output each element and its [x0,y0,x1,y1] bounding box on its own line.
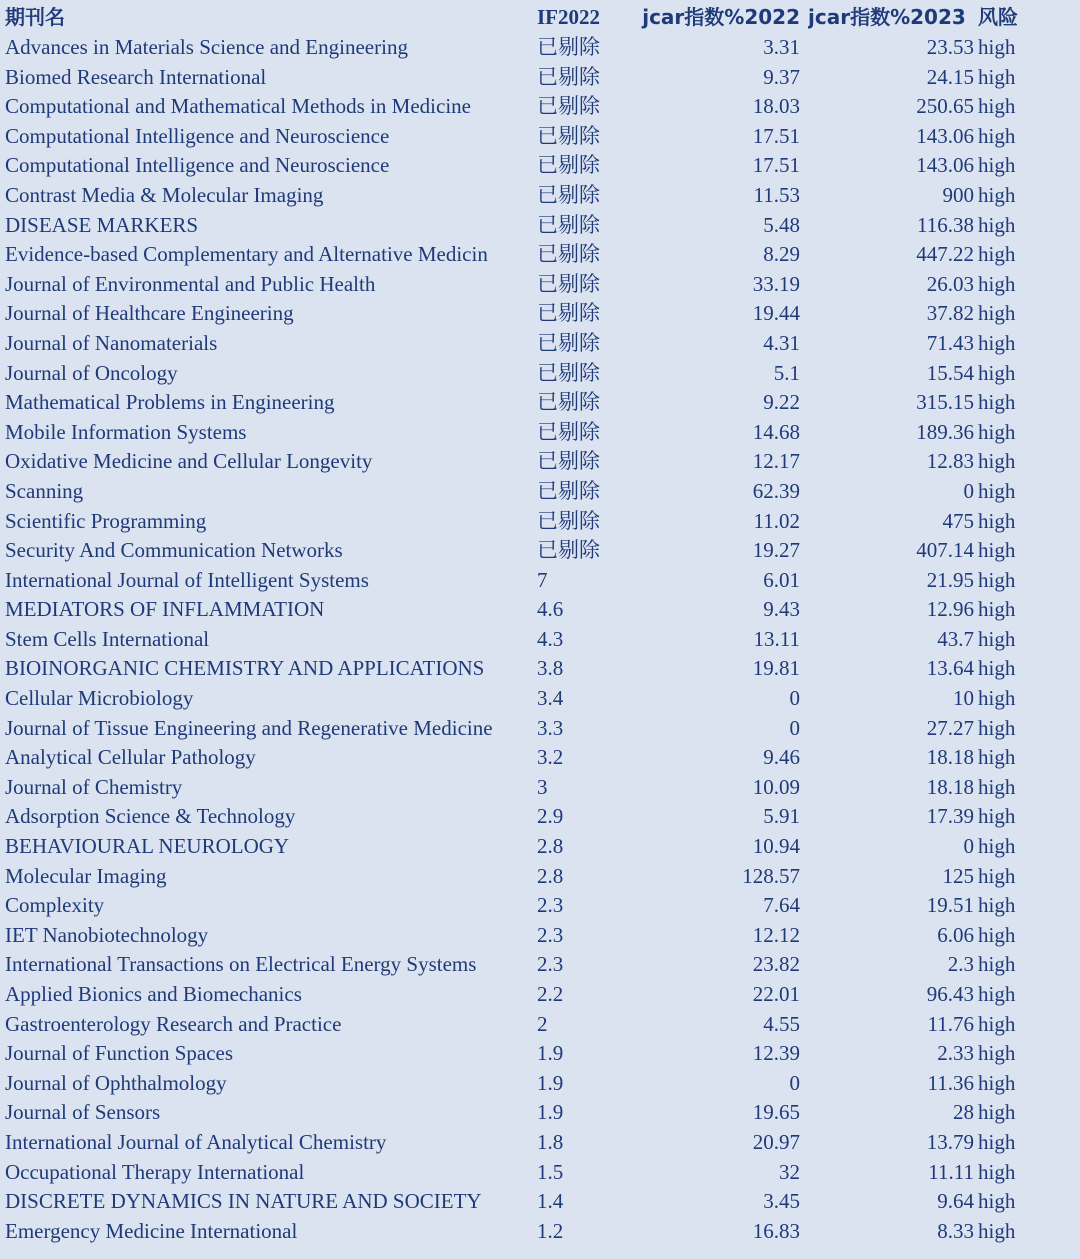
jcar-2022-cell: 3.31 [763,35,800,59]
journal-name-cell: International Journal of Analytical Chemistry [5,1129,387,1154]
journal-name-cell: DISEASE MARKERS [5,212,199,237]
table-row [0,625,1040,655]
risk-cell: high [978,774,1016,799]
if2022-cell: 2.8 [537,863,564,888]
journal-name-cell: Molecular Imaging [5,863,167,888]
table-row [0,832,1040,862]
jcar-2022-cell: 23.82 [752,952,800,977]
jcar-2023-cell: 13.64 [926,656,974,681]
table-row [0,595,1040,625]
risk-cell: high [978,922,1016,947]
jcar-2022-cell: 6.01 [763,567,800,592]
jcar-2023-cell: 71.43 [926,330,974,355]
jcar-2022-cell: 128.57 [742,863,800,888]
jcar-2022-cell: 12.12 [752,922,800,947]
table-body [0,33,1040,1246]
journal-name-cell: Gastroenterology Research and Practice [5,1011,342,1036]
if2022-cell: 已剔除 [537,242,600,267]
if2022-cell: 已剔除 [537,330,600,355]
risk-cell: high [978,35,1016,59]
table-row [0,1010,1040,1040]
header-row [0,1,1040,33]
jcar-2023-cell: 11.11 [928,1159,974,1184]
table-header [0,1,1040,33]
if2022-cell: 3 [537,774,548,799]
table-row [0,329,1040,359]
risk-cell: high [978,153,1016,178]
journal-name-cell: Scientific Programming [5,508,207,533]
jcar-2022-cell: 4.55 [763,1011,800,1036]
risk-cell: high [978,449,1016,474]
journal-name-cell: Journal of Environmental and Public Health [5,271,376,296]
risk-cell: high [978,1011,1016,1036]
jcar-2023-cell: 11.76 [927,1011,974,1036]
jcar-2022-cell: 11.02 [753,508,800,533]
if2022-cell: 3.4 [537,686,564,711]
journal-name-cell: MEDIATORS OF INFLAMMATION [5,597,325,622]
jcar-2023-cell: 24.15 [926,64,974,89]
if2022-cell: 已剔除 [537,390,600,415]
if2022-cell: 已剔除 [537,508,600,533]
if2022-cell: 3.3 [537,715,564,740]
journal-name-cell: Contrast Media & Molecular Imaging [5,182,324,207]
journal-name-cell: BEHAVIOURAL NEUROLOGY [5,834,290,859]
jcar-2022-cell: 4.31 [763,330,800,355]
table-row [0,181,1040,211]
journal-name-cell: Oxidative Medicine and Cellular Longevity [5,449,373,474]
if2022-cell: 1.9 [537,1100,564,1125]
if2022-cell: 已剔除 [537,478,600,503]
table-row [0,63,1040,93]
if2022-cell: 2.3 [537,922,564,947]
jcar-2022-cell: 12.17 [752,449,800,474]
table-row [0,980,1040,1010]
journal-name-cell: Scanning [5,478,84,503]
risk-cell: high [978,893,1016,918]
table-row [0,1128,1040,1158]
jcar-2022-cell: 18.03 [752,94,800,119]
table-row [0,1069,1040,1099]
jcar-2022-cell: 19.44 [752,301,800,326]
jcar-2023-cell: 12.96 [926,597,974,622]
risk-cell: high [978,538,1016,563]
journal-name-cell: Journal of Healthcare Engineering [5,301,294,326]
risk-cell: high [978,478,1016,503]
jcar-2022-cell: 9.22 [763,390,800,415]
journal-name-cell: International Journal of Intelligent Systems [5,567,369,592]
if2022-cell: 已剔除 [537,419,600,444]
if2022-cell: 2.3 [537,952,564,977]
table-row [0,773,1040,803]
jcar-2023-cell: 15.54 [926,360,974,385]
if2022-cell: 4.6 [537,597,564,622]
jcar-2022-cell: 19.81 [752,656,800,681]
journal-name-cell: Journal of Chemistry [5,774,183,799]
journal-name-cell: IET Nanobiotechnology [5,922,209,947]
risk-cell: high [978,745,1016,770]
journal-name-cell: Complexity [5,893,105,918]
jcar-2023-cell: 18.18 [926,745,974,770]
jcar-2022-cell: 62.39 [752,478,800,503]
if2022-cell: 2.3 [537,893,564,918]
if2022-cell: 1.5 [537,1159,564,1184]
jcar-2023-cell: 19.51 [926,893,974,918]
risk-cell: high [978,834,1016,859]
if2022-cell: 7 [537,567,548,592]
table-row [0,477,1040,507]
risk-cell: high [978,390,1016,415]
jcar-2023-cell: 13.79 [926,1129,974,1154]
jcar-2022-cell: 16.83 [752,1218,800,1243]
risk-cell: high [978,567,1016,592]
jcar-2023-cell: 315.15 [916,390,974,415]
jcar-2022-cell: 5.48 [763,212,800,237]
risk-cell: high [978,508,1016,533]
journal-name-cell: International Transactions on Electrical Energy Systems [5,952,477,977]
table-row [0,921,1040,951]
if2022-cell: 3.2 [537,745,564,770]
journal-name-cell: Applied Bionics and Biomechanics [5,982,302,1006]
jcar-2023-cell: 23.53 [926,35,974,59]
jcar-2023-cell: 11.36 [927,1070,974,1095]
jcar-2022-cell: 13.11 [753,626,800,651]
jcar-2023-cell: 28 [953,1100,974,1125]
risk-cell: high [978,182,1016,207]
jcar-2023-cell: 26.03 [926,271,974,296]
jcar-2023-cell: 17.39 [926,804,974,829]
jcar-2022-cell: 7.64 [763,893,800,918]
risk-cell: high [978,301,1016,326]
if2022-cell: 已剔除 [537,538,600,563]
journal-name-cell: BIOINORGANIC CHEMISTRY AND APPLICATIONS [5,656,485,681]
table-row [0,1158,1040,1188]
jcar-2022-cell: 14.68 [752,419,800,444]
risk-cell: high [978,626,1016,651]
jcar-2023-cell: 900 [942,182,974,207]
journal-name-cell: Journal of Tissue Engineering and Regenerative Medicine [5,715,493,740]
header-jcar-2022: jcar指数%2022 [642,5,800,29]
jcar-2022-cell: 3.45 [763,1189,800,1214]
if2022-cell: 2.2 [537,982,564,1006]
journal-name-cell: Computational Intelligence and Neuroscience [5,123,390,148]
jcar-2023-cell: 37.82 [926,301,974,326]
if2022-cell: 已剔除 [537,271,600,296]
risk-cell: high [978,715,1016,740]
risk-cell: high [978,212,1016,237]
if2022-cell: 2 [537,1011,548,1036]
table-row [0,536,1040,566]
if2022-cell: 已剔除 [537,301,600,326]
risk-cell: high [978,1041,1016,1066]
table-row [0,240,1040,270]
jcar-2023-cell: 0 [963,478,974,503]
risk-cell: high [978,1159,1016,1184]
jcar-2023-cell: 21.95 [926,567,974,592]
jcar-2022-cell: 0 [789,715,800,740]
table-row [0,1187,1040,1217]
if2022-cell: 已剔除 [537,449,600,474]
table-row [0,507,1040,537]
if2022-cell: 已剔除 [537,35,600,59]
jcar-2022-cell: 9.43 [763,597,800,622]
jcar-2022-cell: 33.19 [752,271,800,296]
jcar-2023-cell: 43.7 [937,626,974,651]
table-row [0,714,1040,744]
journal-name-cell: Mobile Information Systems [5,419,247,444]
jcar-2023-cell: 0 [963,834,974,859]
if2022-cell: 4.3 [537,626,564,651]
risk-cell: high [978,1218,1016,1243]
risk-cell: high [978,64,1016,89]
header-journal-name: 期刊名 [5,5,65,29]
table-row [0,299,1040,329]
risk-cell: high [978,242,1016,267]
risk-cell: high [978,271,1016,296]
journal-name-cell: Emergency Medicine International [5,1218,298,1243]
risk-cell: high [978,982,1016,1006]
jcar-2023-cell: 6.06 [937,922,974,947]
journal-name-cell: Occupational Therapy International [5,1159,305,1184]
if2022-cell: 1.8 [537,1129,564,1154]
jcar-2022-cell: 32 [779,1159,800,1184]
table-row [0,1217,1040,1247]
risk-cell: high [978,863,1016,888]
if2022-cell: 已剔除 [537,360,600,385]
jcar-2023-cell: 143.06 [916,123,974,148]
jcar-2022-cell: 9.46 [763,745,800,770]
table-row [0,92,1040,122]
table-row [0,1039,1040,1069]
table-row [0,359,1040,389]
table-row [0,684,1040,714]
journal-name-cell: Journal of Ophthalmology [5,1070,227,1095]
if2022-cell: 2.9 [537,804,564,829]
jcar-2022-cell: 12.39 [752,1041,800,1066]
table-row [0,950,1040,980]
journal-name-cell: DISCRETE DYNAMICS IN NATURE AND SOCIETY [5,1189,482,1214]
jcar-2022-cell: 19.65 [752,1100,800,1125]
risk-cell: high [978,952,1016,977]
journal-name-cell: Adsorption Science & Technology [5,804,296,829]
journal-name-cell: Journal of Sensors [5,1100,161,1125]
journal-name-cell: Mathematical Problems in Engineering [5,390,335,415]
risk-cell: high [978,804,1016,829]
header-risk: 风险 [978,5,1018,29]
header-if2022: IF2022 [537,5,600,29]
if2022-cell: 1.9 [537,1041,564,1066]
journal-name-cell: Evidence-based Complementary and Alternative Medicin [5,242,488,267]
risk-cell: high [978,597,1016,622]
jcar-2023-cell: 2.33 [937,1041,974,1066]
journal-name-cell: Journal of Nanomaterials [5,330,218,355]
if2022-cell: 已剔除 [537,64,600,89]
journal-name-cell: Computational and Mathematical Methods in Medicine [5,94,471,119]
if2022-cell: 已剔除 [537,94,600,119]
risk-cell: high [978,330,1016,355]
jcar-2023-cell: 250.65 [916,94,974,119]
journal-name-cell: Biomed Research International [5,64,267,89]
if2022-cell: 已剔除 [537,123,600,148]
jcar-2022-cell: 10.09 [752,774,800,799]
if2022-cell: 2.8 [537,834,564,859]
if2022-cell: 已剔除 [537,153,600,178]
jcar-2023-cell: 447.22 [916,242,974,267]
jcar-2023-cell: 2.3 [947,952,974,977]
jcar-2022-cell: 0 [789,1070,800,1095]
jcar-2022-cell: 10.94 [752,834,800,859]
jcar-2023-cell: 96.43 [926,982,974,1006]
header-jcar-2023: jcar指数%2023 [808,5,966,29]
if2022-cell: 1.4 [537,1189,564,1214]
jcar-2023-cell: 27.27 [926,715,974,740]
table-row [0,891,1040,921]
jcar-2022-cell: 0 [789,686,800,711]
if2022-cell: 1.9 [537,1070,564,1095]
jcar-2023-cell: 18.18 [926,774,974,799]
risk-cell: high [978,94,1016,119]
table-row [0,151,1040,181]
jcar-2023-cell: 143.06 [916,153,974,178]
risk-cell: high [978,1189,1016,1214]
jcar-2023-cell: 189.36 [916,419,974,444]
risk-cell: high [978,1070,1016,1095]
jcar-2022-cell: 22.01 [752,982,800,1006]
journal-risk-table [0,1,1040,1246]
jcar-2022-cell: 17.51 [752,153,800,178]
risk-cell: high [978,1100,1016,1125]
journal-name-cell: Cellular Microbiology [5,686,194,711]
if2022-cell: 3.8 [537,656,564,681]
table-row [0,743,1040,773]
table-row [0,122,1040,152]
jcar-2023-cell: 125 [942,863,974,888]
table-row [0,862,1040,892]
jcar-2022-cell: 17.51 [752,123,800,148]
table-row [0,388,1040,418]
journal-name-cell: Journal of Function Spaces [5,1041,234,1066]
jcar-2023-cell: 8.33 [937,1218,974,1243]
if2022-cell: 1.2 [537,1218,564,1243]
journal-name-cell: Journal of Oncology [5,360,178,385]
jcar-2023-cell: 116.38 [917,212,974,237]
journal-name-cell: Analytical Cellular Pathology [5,745,256,770]
jcar-2022-cell: 9.37 [763,64,800,89]
table-row [0,418,1040,448]
jcar-2022-cell: 20.97 [752,1129,800,1154]
if2022-cell: 已剔除 [537,182,600,207]
risk-cell: high [978,123,1016,148]
risk-cell: high [978,686,1016,711]
jcar-2023-cell: 475 [942,508,974,533]
journal-name-cell: Advances in Materials Science and Engineering [5,35,408,59]
table-row [0,447,1040,477]
risk-cell: high [978,656,1016,681]
jcar-2022-cell: 5.1 [773,360,800,385]
jcar-2022-cell: 19.27 [752,538,800,563]
if2022-cell: 已剔除 [537,212,600,237]
journal-name-cell: Security And Communication Networks [5,538,343,563]
table-row [0,33,1040,63]
risk-cell: high [978,1129,1016,1154]
jcar-2022-cell: 5.91 [763,804,800,829]
table-row [0,211,1040,241]
table-row [0,654,1040,684]
table-row [0,566,1040,596]
journal-name-cell: Computational Intelligence and Neuroscience [5,153,390,178]
jcar-2022-cell: 11.53 [753,182,800,207]
table-row [0,802,1040,832]
jcar-2023-cell: 407.14 [916,538,974,563]
table-row [0,1098,1040,1128]
journal-name-cell: Stem Cells International [5,626,210,651]
table-row [0,270,1040,300]
risk-cell: high [978,360,1016,385]
jcar-2022-cell: 8.29 [763,242,800,267]
risk-cell: high [978,419,1016,444]
jcar-2023-cell: 9.64 [937,1189,974,1214]
jcar-2023-cell: 10 [953,686,974,711]
jcar-2023-cell: 12.83 [926,449,974,474]
